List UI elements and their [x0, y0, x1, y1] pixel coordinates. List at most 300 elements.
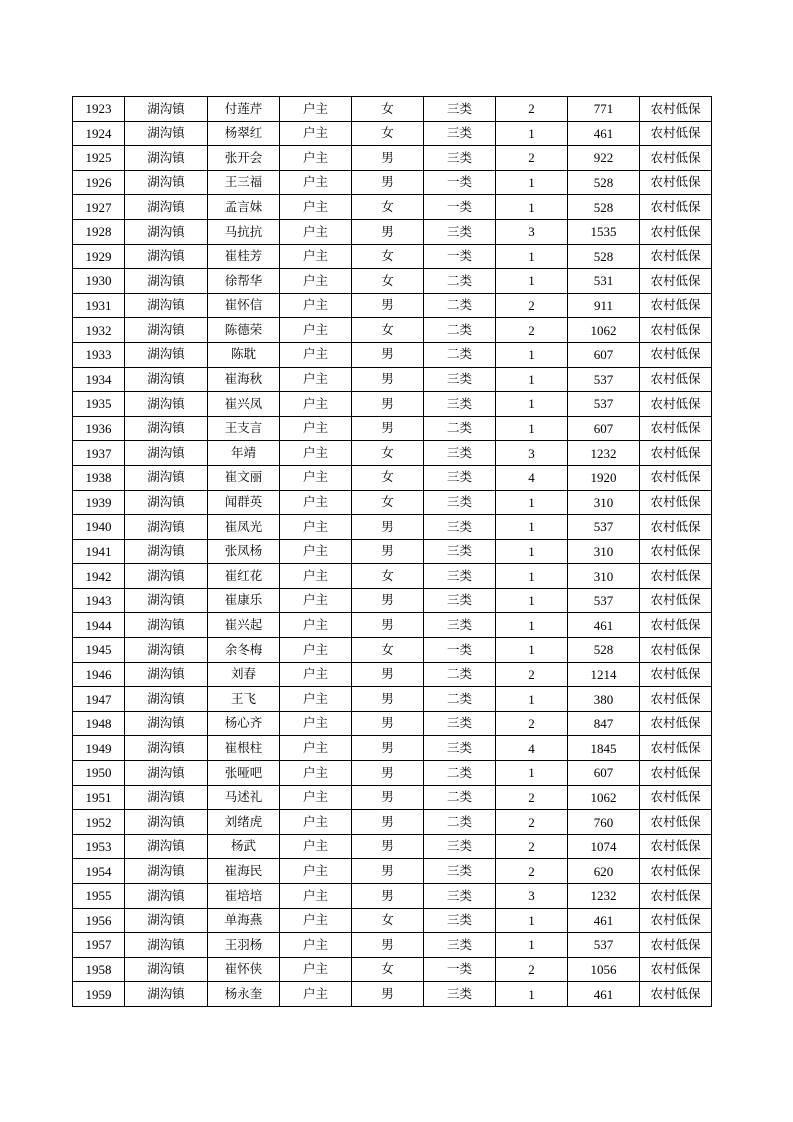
cell-gender: 男 — [352, 933, 424, 958]
cell-row-number: 1946 — [73, 662, 125, 687]
cell-name: 崔怀侠 — [208, 957, 280, 982]
cell-amount: 528 — [568, 244, 640, 269]
cell-category: 三类 — [424, 146, 496, 171]
cell-category: 三类 — [424, 711, 496, 736]
cell-name: 王支言 — [208, 416, 280, 441]
cell-category: 三类 — [424, 490, 496, 515]
cell-category: 一类 — [424, 195, 496, 220]
cell-gender: 女 — [352, 441, 424, 466]
cell-name: 单海燕 — [208, 908, 280, 933]
cell-town: 湖沟镇 — [125, 441, 208, 466]
cell-relation: 户主 — [280, 982, 352, 1007]
cell-amount: 922 — [568, 146, 640, 171]
cell-name: 杨武 — [208, 834, 280, 859]
cell-row-number: 1957 — [73, 933, 125, 958]
cell-amount: 537 — [568, 367, 640, 392]
cell-town: 湖沟镇 — [125, 146, 208, 171]
cell-assistance-type: 农村低保 — [640, 884, 712, 909]
cell-name: 崔凤光 — [208, 515, 280, 540]
cell-household-size: 1 — [496, 564, 568, 589]
cell-relation: 户主 — [280, 244, 352, 269]
cell-name: 年靖 — [208, 441, 280, 466]
cell-amount: 461 — [568, 121, 640, 146]
cell-name: 崔康乐 — [208, 588, 280, 613]
cell-town: 湖沟镇 — [125, 195, 208, 220]
cell-category: 三类 — [424, 859, 496, 884]
cell-relation: 户主 — [280, 711, 352, 736]
cell-town: 湖沟镇 — [125, 687, 208, 712]
table-row — [73, 785, 712, 810]
table-row — [73, 342, 712, 367]
table-row — [73, 195, 712, 220]
cell-name: 孟言妹 — [208, 195, 280, 220]
cell-household-size: 2 — [496, 810, 568, 835]
cell-row-number: 1924 — [73, 121, 125, 146]
cell-household-size: 3 — [496, 884, 568, 909]
cell-row-number: 1942 — [73, 564, 125, 589]
cell-name: 刘春 — [208, 662, 280, 687]
cell-amount: 310 — [568, 490, 640, 515]
cell-relation: 户主 — [280, 465, 352, 490]
cell-household-size: 1 — [496, 588, 568, 613]
cell-row-number: 1952 — [73, 810, 125, 835]
cell-assistance-type: 农村低保 — [640, 834, 712, 859]
cell-gender: 女 — [352, 121, 424, 146]
cell-amount: 461 — [568, 613, 640, 638]
cell-town: 湖沟镇 — [125, 761, 208, 786]
table-row — [73, 810, 712, 835]
cell-gender: 男 — [352, 810, 424, 835]
cell-name: 张开会 — [208, 146, 280, 171]
cell-household-size: 1 — [496, 638, 568, 663]
cell-row-number: 1937 — [73, 441, 125, 466]
cell-assistance-type: 农村低保 — [640, 982, 712, 1007]
cell-amount: 310 — [568, 539, 640, 564]
cell-household-size: 1 — [496, 416, 568, 441]
cell-relation: 户主 — [280, 392, 352, 417]
cell-gender: 女 — [352, 269, 424, 294]
cell-category: 二类 — [424, 416, 496, 441]
cell-amount: 620 — [568, 859, 640, 884]
cell-amount: 380 — [568, 687, 640, 712]
cell-category: 二类 — [424, 810, 496, 835]
cell-amount: 537 — [568, 933, 640, 958]
cell-assistance-type: 农村低保 — [640, 342, 712, 367]
cell-gender: 男 — [352, 588, 424, 613]
cell-assistance-type: 农村低保 — [640, 736, 712, 761]
cell-amount: 1920 — [568, 465, 640, 490]
cell-amount: 1232 — [568, 884, 640, 909]
cell-name: 付莲芹 — [208, 97, 280, 122]
table-row — [73, 244, 712, 269]
cell-row-number: 1925 — [73, 146, 125, 171]
cell-town: 湖沟镇 — [125, 785, 208, 810]
cell-name: 马述礼 — [208, 785, 280, 810]
cell-household-size: 2 — [496, 293, 568, 318]
cell-household-size: 1 — [496, 761, 568, 786]
cell-category: 三类 — [424, 367, 496, 392]
table-row — [73, 97, 712, 122]
cell-category: 二类 — [424, 785, 496, 810]
cell-relation: 户主 — [280, 933, 352, 958]
cell-relation: 户主 — [280, 170, 352, 195]
cell-household-size: 1 — [496, 908, 568, 933]
cell-amount: 528 — [568, 170, 640, 195]
cell-gender: 女 — [352, 244, 424, 269]
cell-gender: 女 — [352, 564, 424, 589]
cell-gender: 男 — [352, 613, 424, 638]
cell-household-size: 1 — [496, 121, 568, 146]
cell-row-number: 1954 — [73, 859, 125, 884]
cell-amount: 531 — [568, 269, 640, 294]
cell-town: 湖沟镇 — [125, 170, 208, 195]
cell-household-size: 1 — [496, 687, 568, 712]
cell-assistance-type: 农村低保 — [640, 539, 712, 564]
cell-relation: 户主 — [280, 97, 352, 122]
cell-relation: 户主 — [280, 834, 352, 859]
cell-gender: 男 — [352, 982, 424, 1007]
cell-category: 三类 — [424, 441, 496, 466]
cell-household-size: 1 — [496, 539, 568, 564]
cell-relation: 户主 — [280, 859, 352, 884]
cell-row-number: 1932 — [73, 318, 125, 343]
cell-category: 三类 — [424, 884, 496, 909]
table-row — [73, 515, 712, 540]
cell-row-number: 1927 — [73, 195, 125, 220]
cell-household-size: 2 — [496, 662, 568, 687]
cell-town: 湖沟镇 — [125, 121, 208, 146]
cell-town: 湖沟镇 — [125, 539, 208, 564]
cell-amount: 1845 — [568, 736, 640, 761]
cell-relation: 户主 — [280, 539, 352, 564]
cell-household-size: 2 — [496, 834, 568, 859]
cell-household-size: 2 — [496, 859, 568, 884]
cell-relation: 户主 — [280, 588, 352, 613]
cell-row-number: 1950 — [73, 761, 125, 786]
cell-row-number: 1926 — [73, 170, 125, 195]
cell-assistance-type: 农村低保 — [640, 785, 712, 810]
cell-name: 余冬梅 — [208, 638, 280, 663]
cell-amount: 607 — [568, 416, 640, 441]
cell-gender: 男 — [352, 834, 424, 859]
cell-amount: 911 — [568, 293, 640, 318]
cell-town: 湖沟镇 — [125, 244, 208, 269]
cell-household-size: 1 — [496, 982, 568, 1007]
cell-gender: 男 — [352, 170, 424, 195]
cell-relation: 户主 — [280, 342, 352, 367]
cell-row-number: 1933 — [73, 342, 125, 367]
cell-assistance-type: 农村低保 — [640, 687, 712, 712]
cell-relation: 户主 — [280, 219, 352, 244]
cell-relation: 户主 — [280, 293, 352, 318]
cell-relation: 户主 — [280, 736, 352, 761]
cell-household-size: 1 — [496, 490, 568, 515]
cell-row-number: 1958 — [73, 957, 125, 982]
cell-amount: 537 — [568, 588, 640, 613]
cell-amount: 847 — [568, 711, 640, 736]
cell-name: 陈德荣 — [208, 318, 280, 343]
cell-town: 湖沟镇 — [125, 318, 208, 343]
cell-name: 崔海民 — [208, 859, 280, 884]
cell-town: 湖沟镇 — [125, 982, 208, 1007]
cell-name: 马抗抗 — [208, 219, 280, 244]
cell-row-number: 1923 — [73, 97, 125, 122]
table-row — [73, 441, 712, 466]
table-row — [73, 269, 712, 294]
cell-row-number: 1947 — [73, 687, 125, 712]
cell-relation: 户主 — [280, 810, 352, 835]
cell-town: 湖沟镇 — [125, 588, 208, 613]
cell-row-number: 1928 — [73, 219, 125, 244]
cell-relation: 户主 — [280, 638, 352, 663]
cell-gender: 男 — [352, 736, 424, 761]
cell-gender: 女 — [352, 97, 424, 122]
cell-name: 崔兴凤 — [208, 392, 280, 417]
cell-town: 湖沟镇 — [125, 293, 208, 318]
table-row — [73, 711, 712, 736]
cell-gender: 女 — [352, 465, 424, 490]
cell-assistance-type: 农村低保 — [640, 908, 712, 933]
table-row — [73, 170, 712, 195]
table-row — [73, 982, 712, 1007]
cell-name: 王飞 — [208, 687, 280, 712]
cell-row-number: 1951 — [73, 785, 125, 810]
table-row — [73, 662, 712, 687]
cell-name: 崔文丽 — [208, 465, 280, 490]
cell-gender: 男 — [352, 392, 424, 417]
table-row — [73, 736, 712, 761]
cell-relation: 户主 — [280, 613, 352, 638]
cell-household-size: 2 — [496, 146, 568, 171]
table-row — [73, 564, 712, 589]
cell-row-number: 1941 — [73, 539, 125, 564]
cell-amount: 528 — [568, 638, 640, 663]
cell-relation: 户主 — [280, 564, 352, 589]
cell-name: 刘绪虎 — [208, 810, 280, 835]
cell-row-number: 1944 — [73, 613, 125, 638]
table-row — [73, 539, 712, 564]
cell-row-number: 1929 — [73, 244, 125, 269]
cell-name: 崔兴起 — [208, 613, 280, 638]
cell-category: 二类 — [424, 293, 496, 318]
cell-name: 闻群英 — [208, 490, 280, 515]
cell-gender: 男 — [352, 711, 424, 736]
cell-town: 湖沟镇 — [125, 736, 208, 761]
cell-town: 湖沟镇 — [125, 884, 208, 909]
cell-name: 杨翠红 — [208, 121, 280, 146]
cell-relation: 户主 — [280, 318, 352, 343]
cell-relation: 户主 — [280, 195, 352, 220]
cell-relation: 户主 — [280, 367, 352, 392]
cell-assistance-type: 农村低保 — [640, 588, 712, 613]
cell-assistance-type: 农村低保 — [640, 195, 712, 220]
cell-name: 杨永奎 — [208, 982, 280, 1007]
cell-name: 张哑吧 — [208, 761, 280, 786]
cell-category: 三类 — [424, 588, 496, 613]
cell-gender: 男 — [352, 342, 424, 367]
cell-assistance-type: 农村低保 — [640, 146, 712, 171]
cell-household-size: 2 — [496, 711, 568, 736]
cell-relation: 户主 — [280, 957, 352, 982]
table-row — [73, 687, 712, 712]
cell-amount: 1232 — [568, 441, 640, 466]
cell-category: 三类 — [424, 121, 496, 146]
cell-row-number: 1948 — [73, 711, 125, 736]
cell-gender: 女 — [352, 638, 424, 663]
cell-assistance-type: 农村低保 — [640, 957, 712, 982]
cell-town: 湖沟镇 — [125, 219, 208, 244]
cell-household-size: 4 — [496, 736, 568, 761]
cell-amount: 760 — [568, 810, 640, 835]
cell-town: 湖沟镇 — [125, 859, 208, 884]
table-row — [73, 761, 712, 786]
cell-row-number: 1955 — [73, 884, 125, 909]
cell-category: 三类 — [424, 982, 496, 1007]
cell-gender: 女 — [352, 908, 424, 933]
cell-town: 湖沟镇 — [125, 490, 208, 515]
cell-household-size: 2 — [496, 785, 568, 810]
cell-assistance-type: 农村低保 — [640, 564, 712, 589]
cell-row-number: 1931 — [73, 293, 125, 318]
cell-category: 三类 — [424, 613, 496, 638]
cell-gender: 男 — [352, 515, 424, 540]
cell-category: 三类 — [424, 97, 496, 122]
table-body — [73, 97, 712, 1007]
table-row — [73, 834, 712, 859]
cell-assistance-type: 农村低保 — [640, 613, 712, 638]
cell-assistance-type: 农村低保 — [640, 416, 712, 441]
cell-category: 三类 — [424, 515, 496, 540]
cell-name: 崔根柱 — [208, 736, 280, 761]
table-row — [73, 884, 712, 909]
cell-name: 崔红花 — [208, 564, 280, 589]
cell-row-number: 1936 — [73, 416, 125, 441]
cell-category: 三类 — [424, 564, 496, 589]
cell-assistance-type: 农村低保 — [640, 465, 712, 490]
cell-category: 三类 — [424, 539, 496, 564]
cell-town: 湖沟镇 — [125, 810, 208, 835]
cell-assistance-type: 农村低保 — [640, 490, 712, 515]
cell-town: 湖沟镇 — [125, 908, 208, 933]
cell-gender: 女 — [352, 490, 424, 515]
cell-town: 湖沟镇 — [125, 957, 208, 982]
cell-town: 湖沟镇 — [125, 416, 208, 441]
table-row — [73, 613, 712, 638]
cell-amount: 528 — [568, 195, 640, 220]
cell-amount: 537 — [568, 392, 640, 417]
table-row — [73, 957, 712, 982]
cell-relation: 户主 — [280, 662, 352, 687]
cell-relation: 户主 — [280, 490, 352, 515]
table-row — [73, 416, 712, 441]
table-row — [73, 465, 712, 490]
cell-household-size: 2 — [496, 97, 568, 122]
cell-row-number: 1935 — [73, 392, 125, 417]
cell-gender: 男 — [352, 662, 424, 687]
cell-category: 二类 — [424, 269, 496, 294]
cell-amount: 607 — [568, 342, 640, 367]
cell-category: 二类 — [424, 687, 496, 712]
cell-gender: 男 — [352, 687, 424, 712]
cell-name: 张凤杨 — [208, 539, 280, 564]
cell-category: 二类 — [424, 662, 496, 687]
cell-name: 徐帮华 — [208, 269, 280, 294]
cell-assistance-type: 农村低保 — [640, 441, 712, 466]
table-row — [73, 933, 712, 958]
cell-relation: 户主 — [280, 785, 352, 810]
cell-household-size: 1 — [496, 613, 568, 638]
cell-assistance-type: 农村低保 — [640, 244, 712, 269]
cell-assistance-type: 农村低保 — [640, 515, 712, 540]
cell-gender: 女 — [352, 318, 424, 343]
cell-relation: 户主 — [280, 908, 352, 933]
household-table — [72, 96, 712, 1007]
cell-row-number: 1945 — [73, 638, 125, 663]
cell-row-number: 1943 — [73, 588, 125, 613]
cell-name: 崔海秋 — [208, 367, 280, 392]
cell-relation: 户主 — [280, 687, 352, 712]
cell-gender: 男 — [352, 416, 424, 441]
cell-amount: 310 — [568, 564, 640, 589]
cell-relation: 户主 — [280, 761, 352, 786]
cell-town: 湖沟镇 — [125, 367, 208, 392]
cell-household-size: 1 — [496, 244, 568, 269]
cell-category: 三类 — [424, 736, 496, 761]
cell-category: 三类 — [424, 834, 496, 859]
cell-row-number: 1938 — [73, 465, 125, 490]
cell-gender: 男 — [352, 219, 424, 244]
cell-town: 湖沟镇 — [125, 638, 208, 663]
cell-category: 三类 — [424, 933, 496, 958]
cell-household-size: 1 — [496, 195, 568, 220]
cell-row-number: 1949 — [73, 736, 125, 761]
cell-gender: 男 — [352, 367, 424, 392]
cell-assistance-type: 农村低保 — [640, 367, 712, 392]
cell-amount: 1214 — [568, 662, 640, 687]
cell-household-size: 1 — [496, 170, 568, 195]
table-row — [73, 121, 712, 146]
cell-assistance-type: 农村低保 — [640, 293, 712, 318]
cell-assistance-type: 农村低保 — [640, 711, 712, 736]
cell-amount: 1062 — [568, 785, 640, 810]
cell-row-number: 1956 — [73, 908, 125, 933]
table-row — [73, 367, 712, 392]
cell-gender: 女 — [352, 195, 424, 220]
cell-amount: 537 — [568, 515, 640, 540]
cell-category: 一类 — [424, 244, 496, 269]
table-row — [73, 219, 712, 244]
cell-row-number: 1959 — [73, 982, 125, 1007]
cell-town: 湖沟镇 — [125, 342, 208, 367]
cell-assistance-type: 农村低保 — [640, 810, 712, 835]
cell-amount: 771 — [568, 97, 640, 122]
cell-amount: 1056 — [568, 957, 640, 982]
cell-name: 崔怀信 — [208, 293, 280, 318]
cell-amount: 607 — [568, 761, 640, 786]
cell-name: 崔培培 — [208, 884, 280, 909]
table-row — [73, 490, 712, 515]
cell-gender: 男 — [352, 761, 424, 786]
cell-amount: 1062 — [568, 318, 640, 343]
cell-category: 三类 — [424, 465, 496, 490]
cell-town: 湖沟镇 — [125, 515, 208, 540]
cell-gender: 女 — [352, 957, 424, 982]
table-row — [73, 318, 712, 343]
cell-household-size: 4 — [496, 465, 568, 490]
cell-household-size: 2 — [496, 957, 568, 982]
table-row — [73, 859, 712, 884]
table-row — [73, 293, 712, 318]
